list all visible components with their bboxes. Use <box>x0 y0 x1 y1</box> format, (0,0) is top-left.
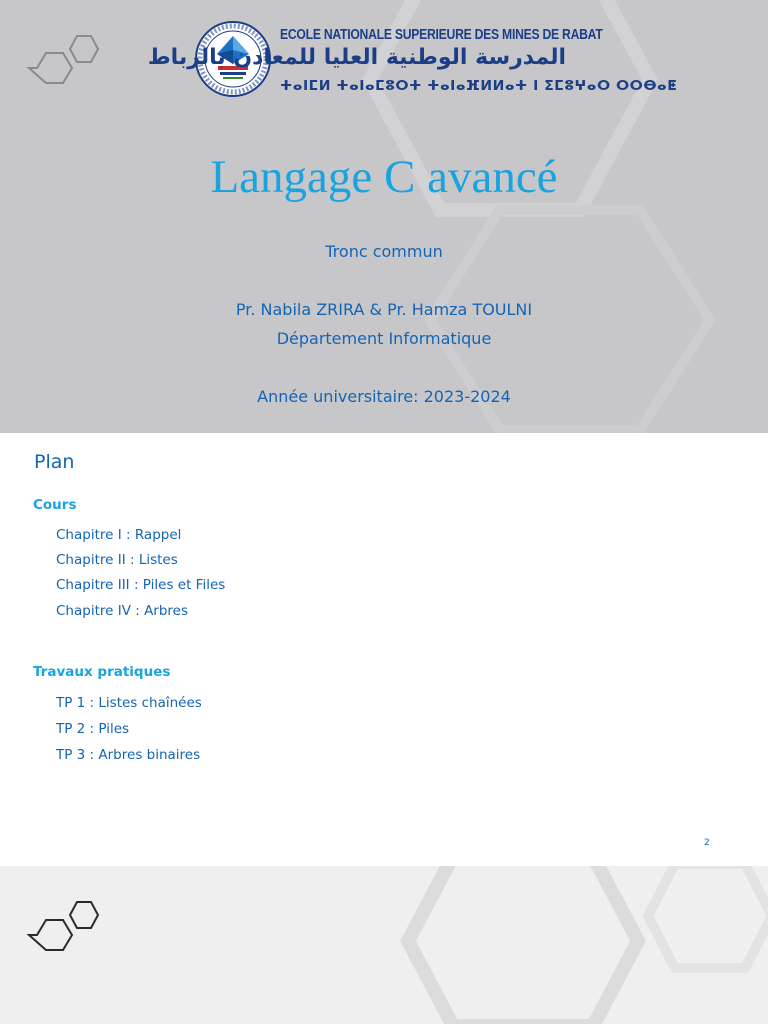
school-name-arabic: المدرسة الوطنية العليا للمعادن بالرباط <box>147 45 566 70</box>
page-number: 2 <box>704 838 710 848</box>
school-logo <box>147 20 678 100</box>
plan-slide <box>0 433 768 866</box>
list-item: Chapitre I : Rappel <box>56 527 182 543</box>
background-hexagon-decoration <box>640 866 768 976</box>
list-item: TP 3 : Arbres binaires <box>56 747 201 763</box>
list-item: TP 2 : Piles <box>56 721 130 737</box>
hexagon-outline-icon <box>26 32 102 92</box>
academic-year: Année universitaire: 2023-2024 <box>257 387 511 406</box>
list-item: Chapitre II : Listes <box>56 552 178 568</box>
school-name-french: ECOLE NATIONALE SUPERIEURE DES MINES DE RABAT <box>280 27 603 43</box>
section-heading-travaux-pratiques: Travaux pratiques <box>33 664 171 680</box>
list-item: TP 1 : Listes chaînées <box>56 695 202 711</box>
department: Département Informatique <box>276 329 492 348</box>
plan-heading: Plan <box>34 451 75 473</box>
list-item: Chapitre III : Piles et Files <box>56 577 226 593</box>
course-track: Tronc commun <box>325 242 443 261</box>
title-slide <box>0 0 768 433</box>
presentation-title: Langage C avancé <box>210 151 558 203</box>
section-heading-cours: Cours <box>33 497 77 513</box>
list-item: Chapitre IV : Arbres <box>56 603 189 619</box>
next-slide-partial <box>0 866 768 1024</box>
authors: Pr. Nabila ZRIRA & Pr. Hamza TOULNI <box>235 300 533 319</box>
background-hexagon-decoration <box>398 866 648 1024</box>
school-name-tifinagh: ⵜⴰⵏⵎⵍ ⵜⴰⵏⴰⵎⵓⵔⵜ ⵜⴰⵏⴰⴼⵍⵍⴰⵜ ⵏ ⵉⵎⵓⵖⴰⵔ ⵔⵔⴱⴰⵟ <box>280 78 678 94</box>
hexagon-outline-icon <box>26 898 102 958</box>
